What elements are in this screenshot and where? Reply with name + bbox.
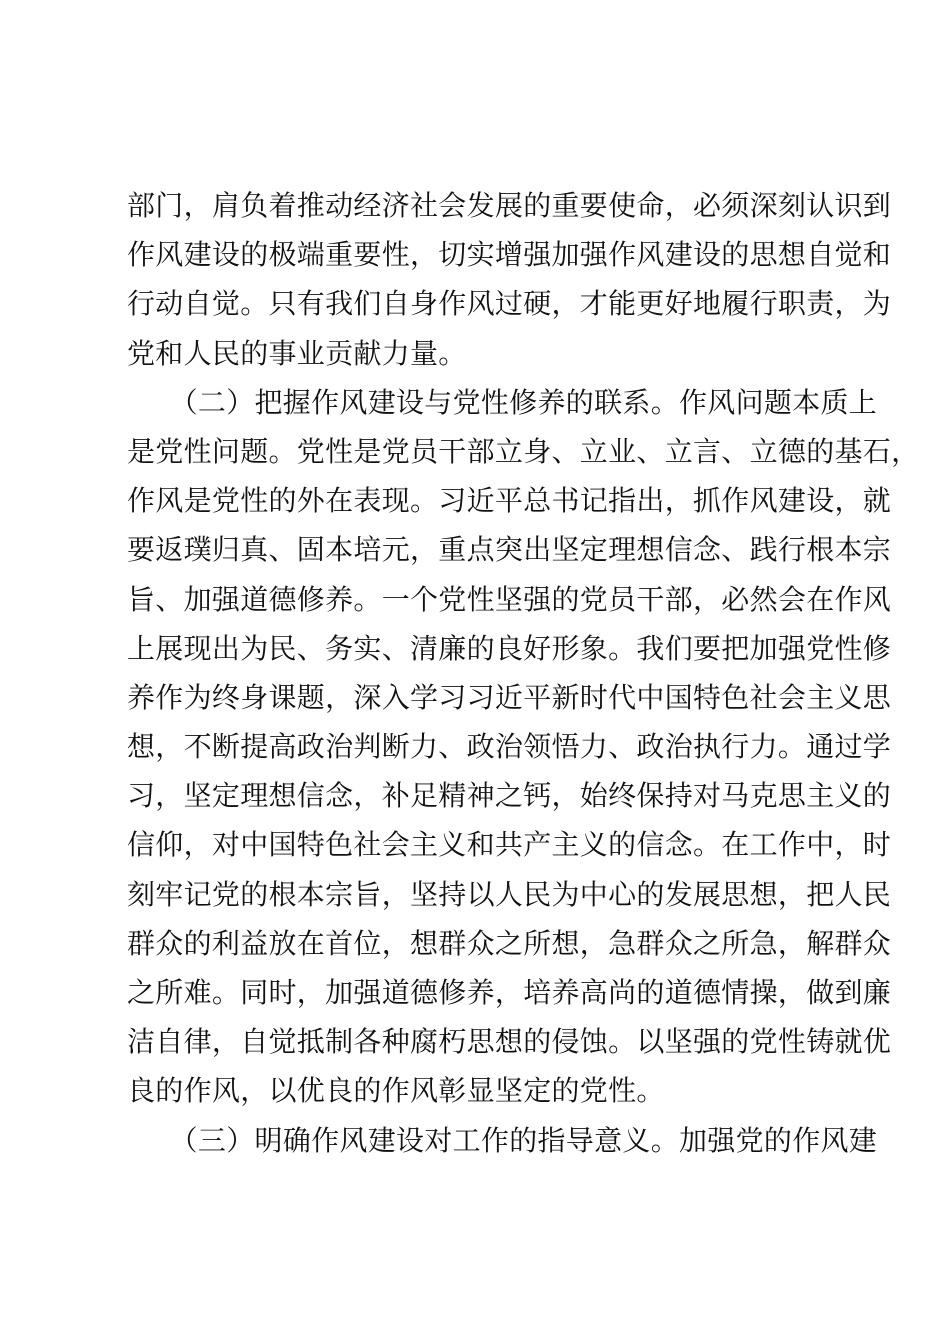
text-line: 部门，肩负着推动经济社会发展的重要使命，必须深刻认识到 [127, 189, 892, 222]
text-line: 群众的利益放在首位，想群众之所想，急群众之所急，解群众 [127, 926, 892, 960]
text-line: 作风是党性的外在表现。习近平总书记指出，抓作风建设，就 [127, 484, 892, 518]
text-line: 行动自觉。只有我们自身作风过硬，才能更好地履行职责，为 [127, 287, 892, 321]
section-heading-line: （二）把握作风建设与党性修养的联系。作风问题本质上 [127, 385, 878, 419]
text-line: 旨、加强道德修养。一个党性坚强的党员干部，必然会在作风 [127, 582, 892, 616]
text-line: 信仰，对中国特色社会主义和共产主义的信念。在工作中，时 [127, 828, 892, 862]
text-line: 作风建设的极端重要性，切实增强加强作风建设的思想自觉和 [127, 238, 892, 272]
text-line: 刻牢记党的根本宗旨，坚持以人民为中心的发展思想，把人民 [127, 877, 892, 911]
text-line: 党和人民的事业贡献力量。 [127, 336, 467, 370]
text-line: 上展现出为民、务实、清廉的良好形象。我们要把加强党性修 [127, 631, 892, 665]
text-line: 良的作风，以优良的作风彰显坚定的党性。 [127, 1074, 665, 1108]
text-line: 是党性问题。党性是党员干部立身、立业、立言、立德的基石， [127, 434, 920, 468]
text-line: 要返璞归真、固本培元，重点突出坚定理想信念、践行根本宗 [127, 533, 892, 567]
text-line: 之所难。同时，加强道德修养，培养高尚的道德情操，做到廉 [127, 976, 892, 1009]
text-line: 养作为终身课题，深入学习习近平新时代中国特色社会主义思 [127, 680, 892, 714]
body-text [127, 181, 920, 1165]
text-line: 想，不断提高政治判断力、政治领悟力、政治执行力。通过学 [127, 730, 892, 764]
text-line: 习，坚定理想信念，补足精神之钙，始终保持对马克思主义的 [127, 779, 892, 813]
text-line: 洁自律，自觉抵制各种腐朽思想的侵蚀。以坚强的党性铸就优 [127, 1025, 892, 1059]
section-heading-line: （三）明确作风建设对工作的指导意义。加强党的作风建 [127, 1123, 878, 1157]
